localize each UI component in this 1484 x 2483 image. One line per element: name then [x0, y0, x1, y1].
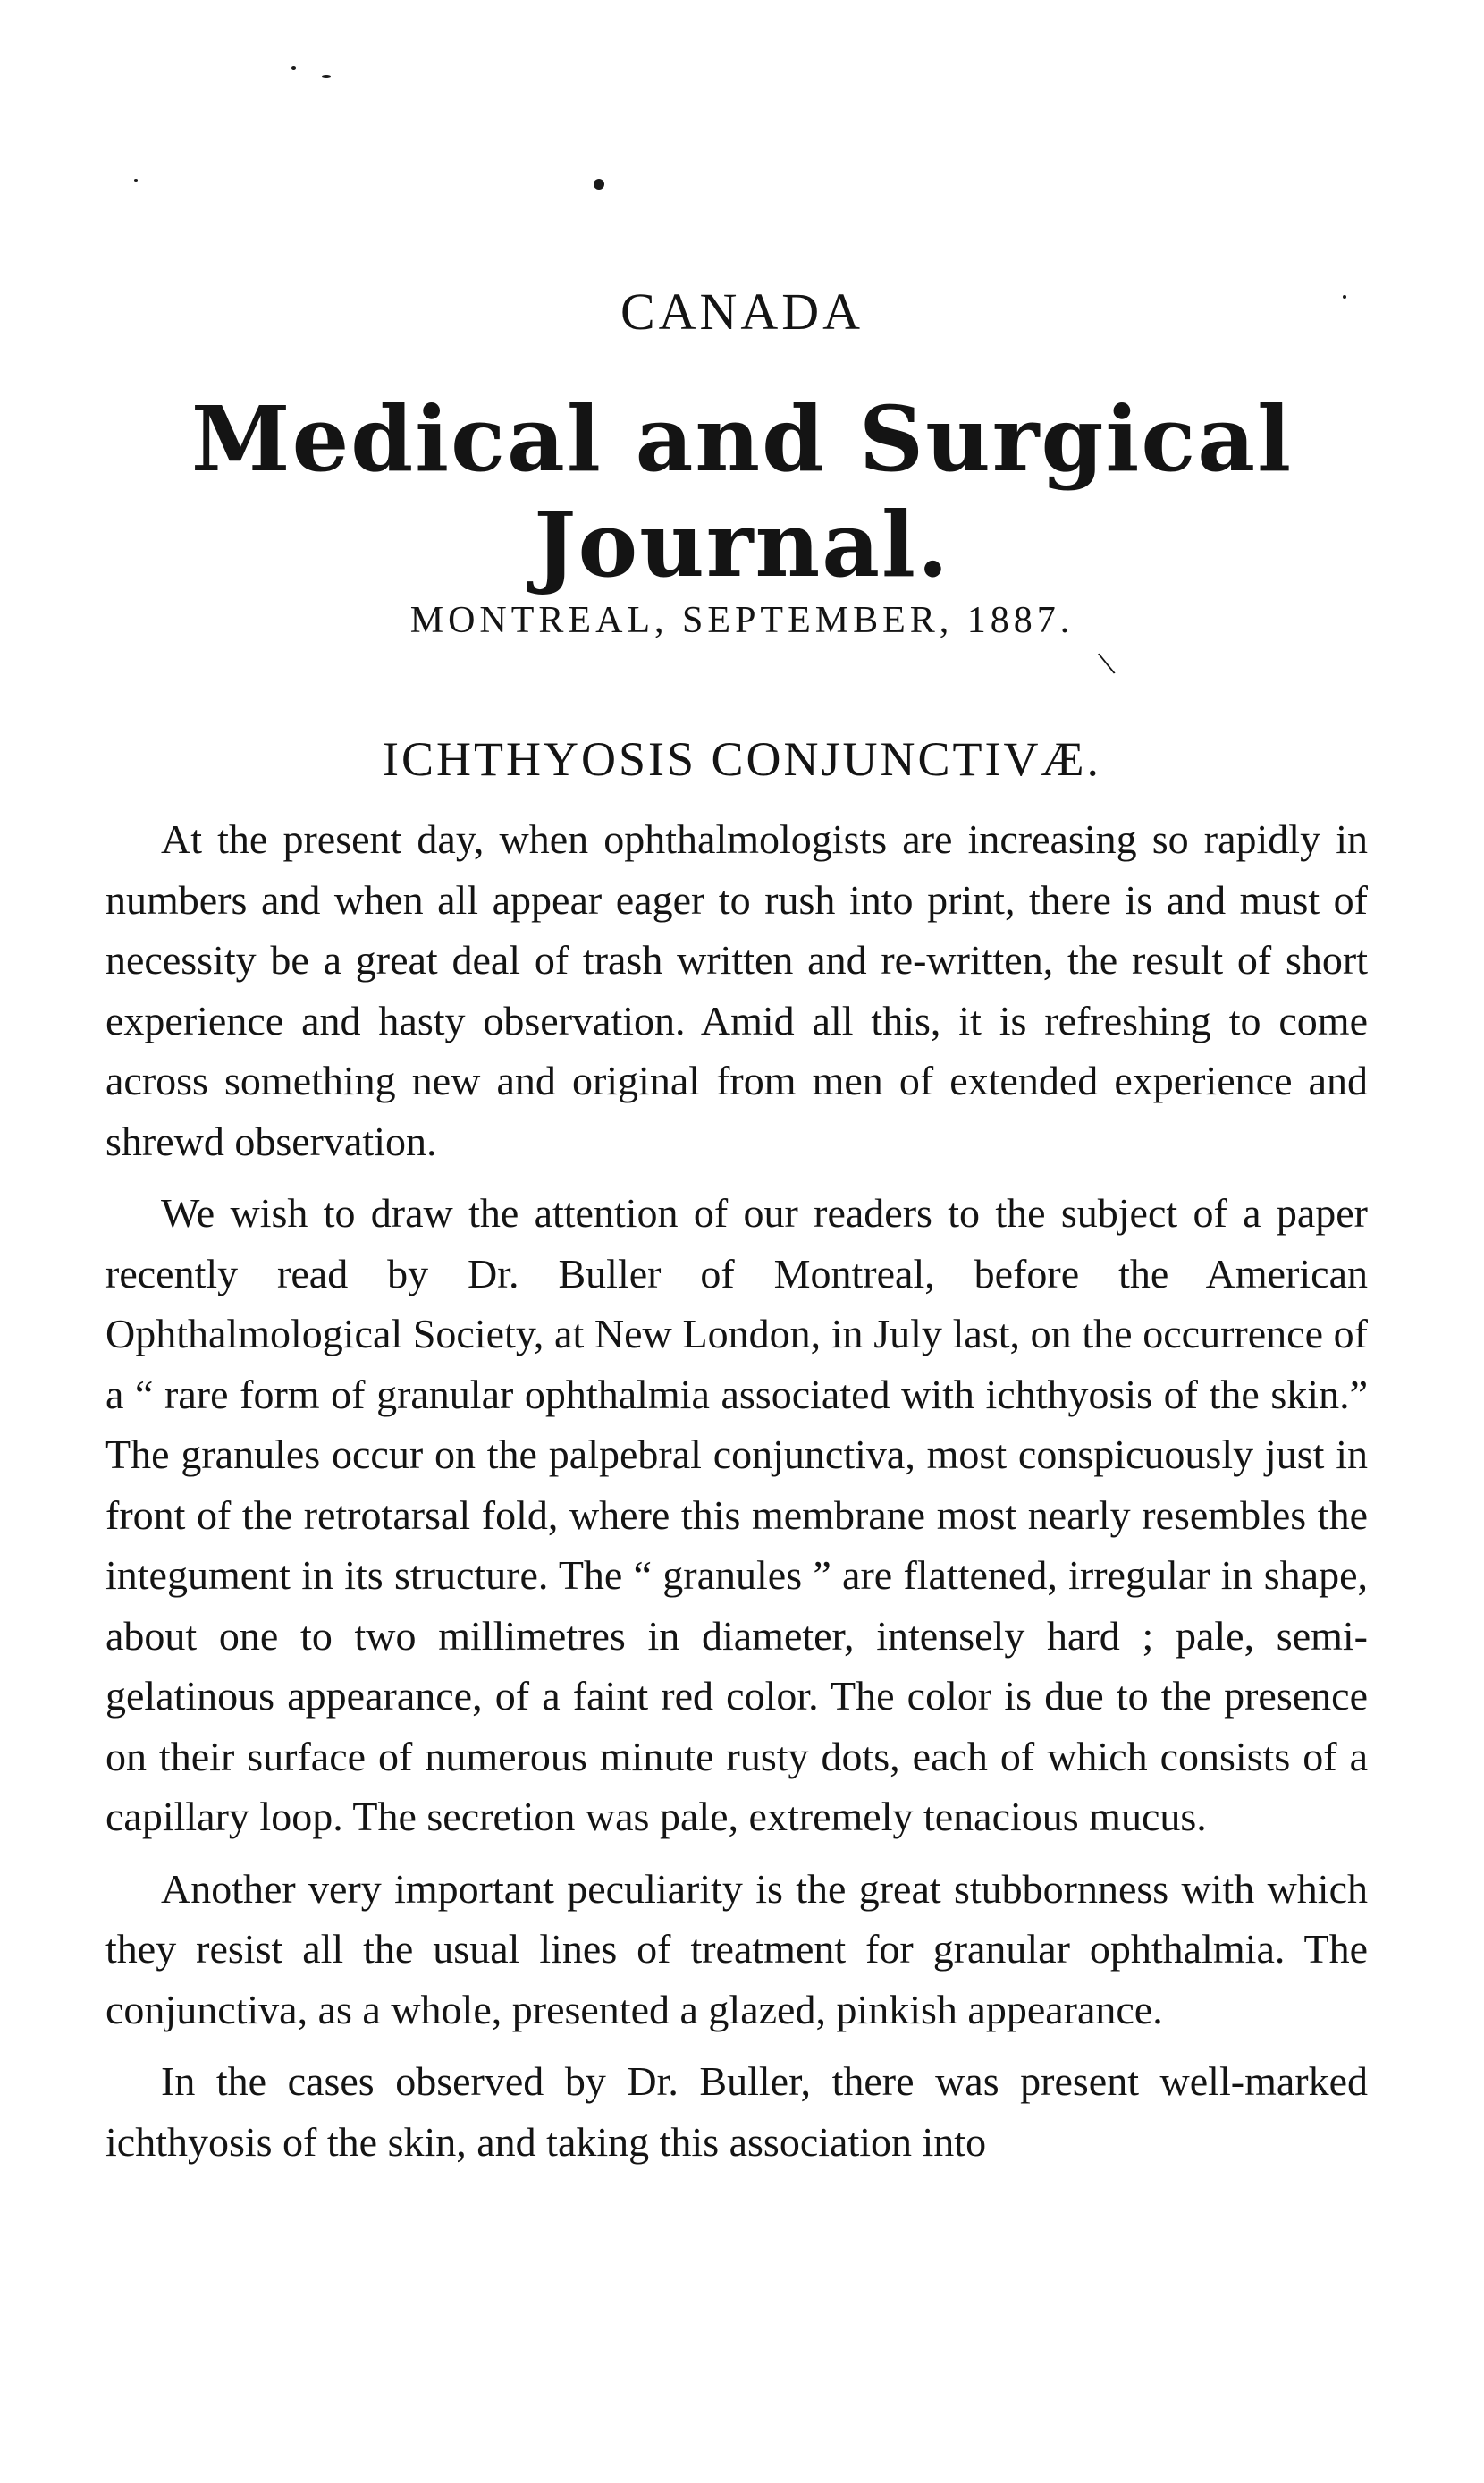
ink-mark: \ [1094, 642, 1118, 684]
article-title: ICHTHYOSIS CONJUNCTIVÆ. [382, 732, 1102, 786]
issue-dateline: MONTREAL, SEPTEMBER, 1887. [409, 600, 1075, 641]
article-paragraph: In the cases observed by Dr. Buller, there was present well-marked ichthyosis of the skin, and taking this association into [105, 2058, 1368, 2165]
scan-speck [134, 179, 138, 182]
article-paragraph: Another very important peculiarity is the great stubbornness with which they resist all the usual lines of treatment for granular ophthalmia. The conjunctiva, as a whole, presented a glazed, pinkish appearance. [105, 1865, 1368, 2032]
scan-speck [594, 179, 604, 190]
scan-speck [291, 66, 296, 70]
masthead-canada: CANADA [620, 283, 864, 341]
journal-title: Medical and Surgical Journal. [190, 386, 1294, 597]
article-paragraph: At the present day, when ophthalmologists are increasing so rapidly in numbers and when all appear eager to rush into print, there is and must of necessity be a great deal of trash written and re-written, the result of short experience and hasty observation. Amid all this, it is refreshing to come across something new and original from men of extended experience and shrewd observation. [105, 816, 1368, 1164]
article-paragraph: We wish to draw the attention of our readers to the subject of a paper recently read by Dr. Buller of Montreal, before the American Ophthalmological Society, at New London, in July last, on the occurrence of a “ rare form of granular ophthalmia associated with ichthyosis of the skin.” The granules occur on the palpebral conjunctiva, most conspicuously just in front of the retrotarsal fold, where this membrane most nearly resembles the integument in its structure. The “ granules ” are flattened, irregular in shape, about one to two millimetres in diameter, intensely hard ; pale, semi-gelatinous appearance, of a faint red color. The color is due to the presence on their surface of numerous minute rusty dots, each of which consists of a capillary loop. The secretion was pale, extremely tenacious mucus. [105, 1190, 1368, 1839]
scan-speck [322, 75, 331, 78]
article-body [105, 809, 1368, 2172]
